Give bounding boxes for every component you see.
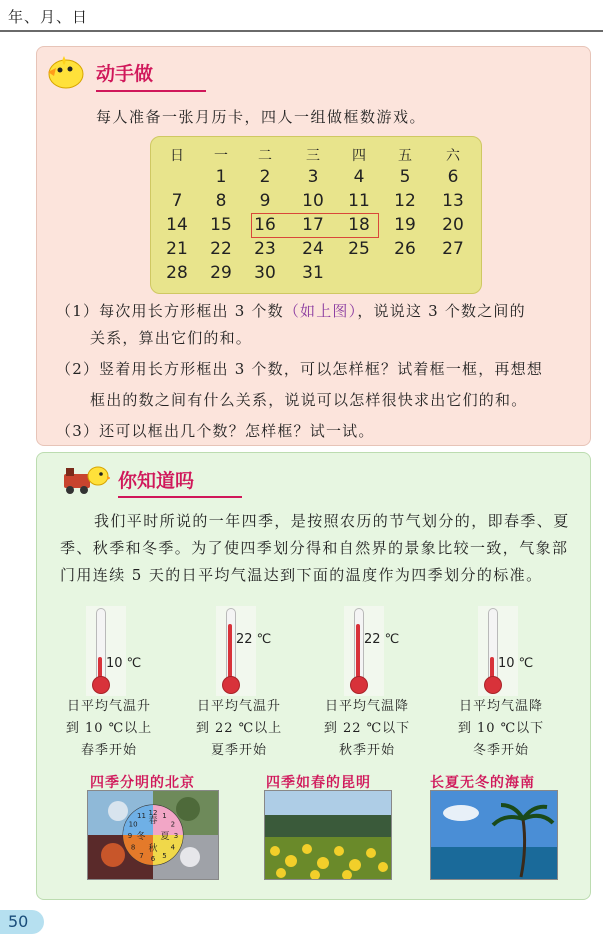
temperature-label: 10 ℃ [498,656,534,671]
hainan-beach-image [431,791,557,879]
question-2-cont: 框出的数之间有什么关系，说说可以怎样很快求出它们的和。 [90,391,528,409]
caption-line: 日平均气温升 [66,699,151,714]
hands-on-title: 动手做 [96,62,154,85]
did-you-know-title: 你知道吗 [118,469,195,492]
train-chick-icon [60,462,110,496]
season-caption [302,696,432,762]
weekday-header: 日 [170,148,184,164]
calendar-day: 16 [254,215,276,235]
thermometer-icon [88,608,112,693]
calendar-day: 25 [348,239,370,259]
caption-line: 到 22 ℃以下 [323,721,411,736]
clock-season: 春 [148,816,158,826]
season-caption [436,696,566,762]
weekday-header: 一 [214,148,228,164]
thermometer-icon [346,608,370,693]
calendar-day: 13 [442,191,464,211]
weekday-header: 四 [352,148,366,164]
clock-number: 9 [127,832,133,840]
chapter-title: 年、月、日 [8,8,89,26]
clock-season: 秋 [148,844,158,854]
clock-number: 4 [170,843,176,852]
calendar-day: 1 [215,167,227,187]
question-3: （3）还可以框出几个数？怎样框？试一试。 [56,422,375,440]
calendar-day: 14 [166,215,188,235]
seasons-clock-icon [121,803,185,867]
question-2: （2）竖着用长方形框出 3 个数，可以怎样框？试着框一框，再想想 [56,360,544,378]
calendar-day: 20 [442,215,464,235]
clock-number: 6 [150,855,156,863]
page-header [0,0,603,34]
calendar-day: 19 [394,215,416,235]
did-you-know-heading [60,462,202,496]
calendar-day: 7 [171,191,183,211]
calendar-day: 12 [394,191,416,211]
calendar-day: 30 [254,263,276,283]
clock-season: 冬 [136,832,146,842]
caption-line: 到 22 ℃以上 [195,721,283,736]
calendar-day: 24 [302,239,324,259]
weekday-header: 五 [398,148,412,164]
caption-line: 日平均气温降 [324,699,409,714]
kunming-photo [264,790,392,880]
seasons-paragraph: 我们平时所说的一年四季，是按照农历的节气划分的，即春季、夏季、秋季和冬季。为了使四季划分得和自然界的景象比较一致，气象部门用连续 5 天的日平均气温达到下面的温度作为四季划分的标准。 [60,512,570,584]
page-number: 50 [8,912,29,931]
clock-number: 3 [173,832,179,840]
question-1-text: （1）每次用长方形框出 3 个数 [56,302,284,320]
weekday-header: 二 [258,148,272,164]
question-1-text-b: ，说说这 3 个数之间的 [357,302,526,320]
heading-underline [96,90,206,92]
calendar-card [150,136,482,294]
kunming-flowers-image [265,791,391,879]
calendar-day: 21 [166,239,188,259]
header-rule [0,30,603,32]
picture-title-hainan: 长夏无冬的海南 [430,775,535,791]
clock-number: 5 [162,851,167,860]
calendar-day: 17 [302,215,324,235]
clock-number: 11 [137,812,146,821]
calendar-day: 8 [215,191,227,211]
calendar-day: 27 [442,239,464,259]
weekday-header: 六 [446,148,460,164]
question-1-highlight: （如上图） [283,302,358,320]
hainan-photo [430,790,558,880]
clock-number: 12 [148,809,158,817]
calendar-day: 22 [210,239,232,259]
page-number-tab [0,910,44,934]
calendar-day: 26 [394,239,416,259]
calendar-day: 10 [302,191,324,211]
chick-icon [44,54,88,90]
calendar-day: 5 [399,167,411,187]
calendar-day: 23 [254,239,276,259]
calendar-day: 9 [259,191,271,211]
picture-title-kunming: 四季如春的昆明 [266,775,371,791]
hands-on-heading [44,54,161,90]
weekday-header: 三 [306,148,320,164]
calendar-day: 28 [166,263,188,283]
caption-line: 到 10 ℃以上 [65,721,153,736]
caption-line: 日平均气温降 [458,699,543,714]
thermometer-level [228,624,232,680]
season-caption [174,696,304,762]
clock-number: 2 [170,820,176,829]
calendar-day: 15 [210,215,232,235]
beijing-photo [87,790,219,880]
question-1 [56,298,576,325]
clock-number: 1 [162,812,167,821]
question-1-cont: 关系，算出它们的和。 [90,329,253,347]
caption-line: 夏季开始 [210,743,267,758]
calendar-day: 3 [307,167,319,187]
thermometer-icon [218,608,242,693]
calendar-day: 18 [348,215,370,235]
calendar-day: 29 [210,263,232,283]
clock-number: 10 [128,820,138,829]
caption-line: 冬季开始 [472,743,529,758]
calendar-day: 2 [259,167,271,187]
hands-on-intro: 每人准备一张月历卡，四人一组做框数游戏。 [96,108,427,126]
caption-line: 日平均气温升 [196,699,281,714]
season-caption [44,696,174,762]
caption-line: 到 10 ℃以下 [457,721,545,736]
calendar-day: 11 [348,191,370,211]
clock-season: 夏 [160,832,170,842]
clock-number: 7 [139,851,144,860]
thermometer-icon [480,608,504,693]
calendar-day: 4 [353,167,365,187]
caption-line: 春季开始 [80,743,137,758]
clock-number: 8 [130,843,136,852]
caption-line: 秋季开始 [338,743,395,758]
heading-underline-2 [118,496,242,498]
calendar-day: 6 [447,167,459,187]
temperature-label: 10 ℃ [106,656,142,671]
calendar-day: 31 [302,263,324,283]
picture-title-beijing: 四季分明的北京 [90,775,195,791]
temperature-label: 22 ℃ [236,632,272,647]
thermometer-level [356,624,360,680]
temperature-label: 22 ℃ [364,632,400,647]
